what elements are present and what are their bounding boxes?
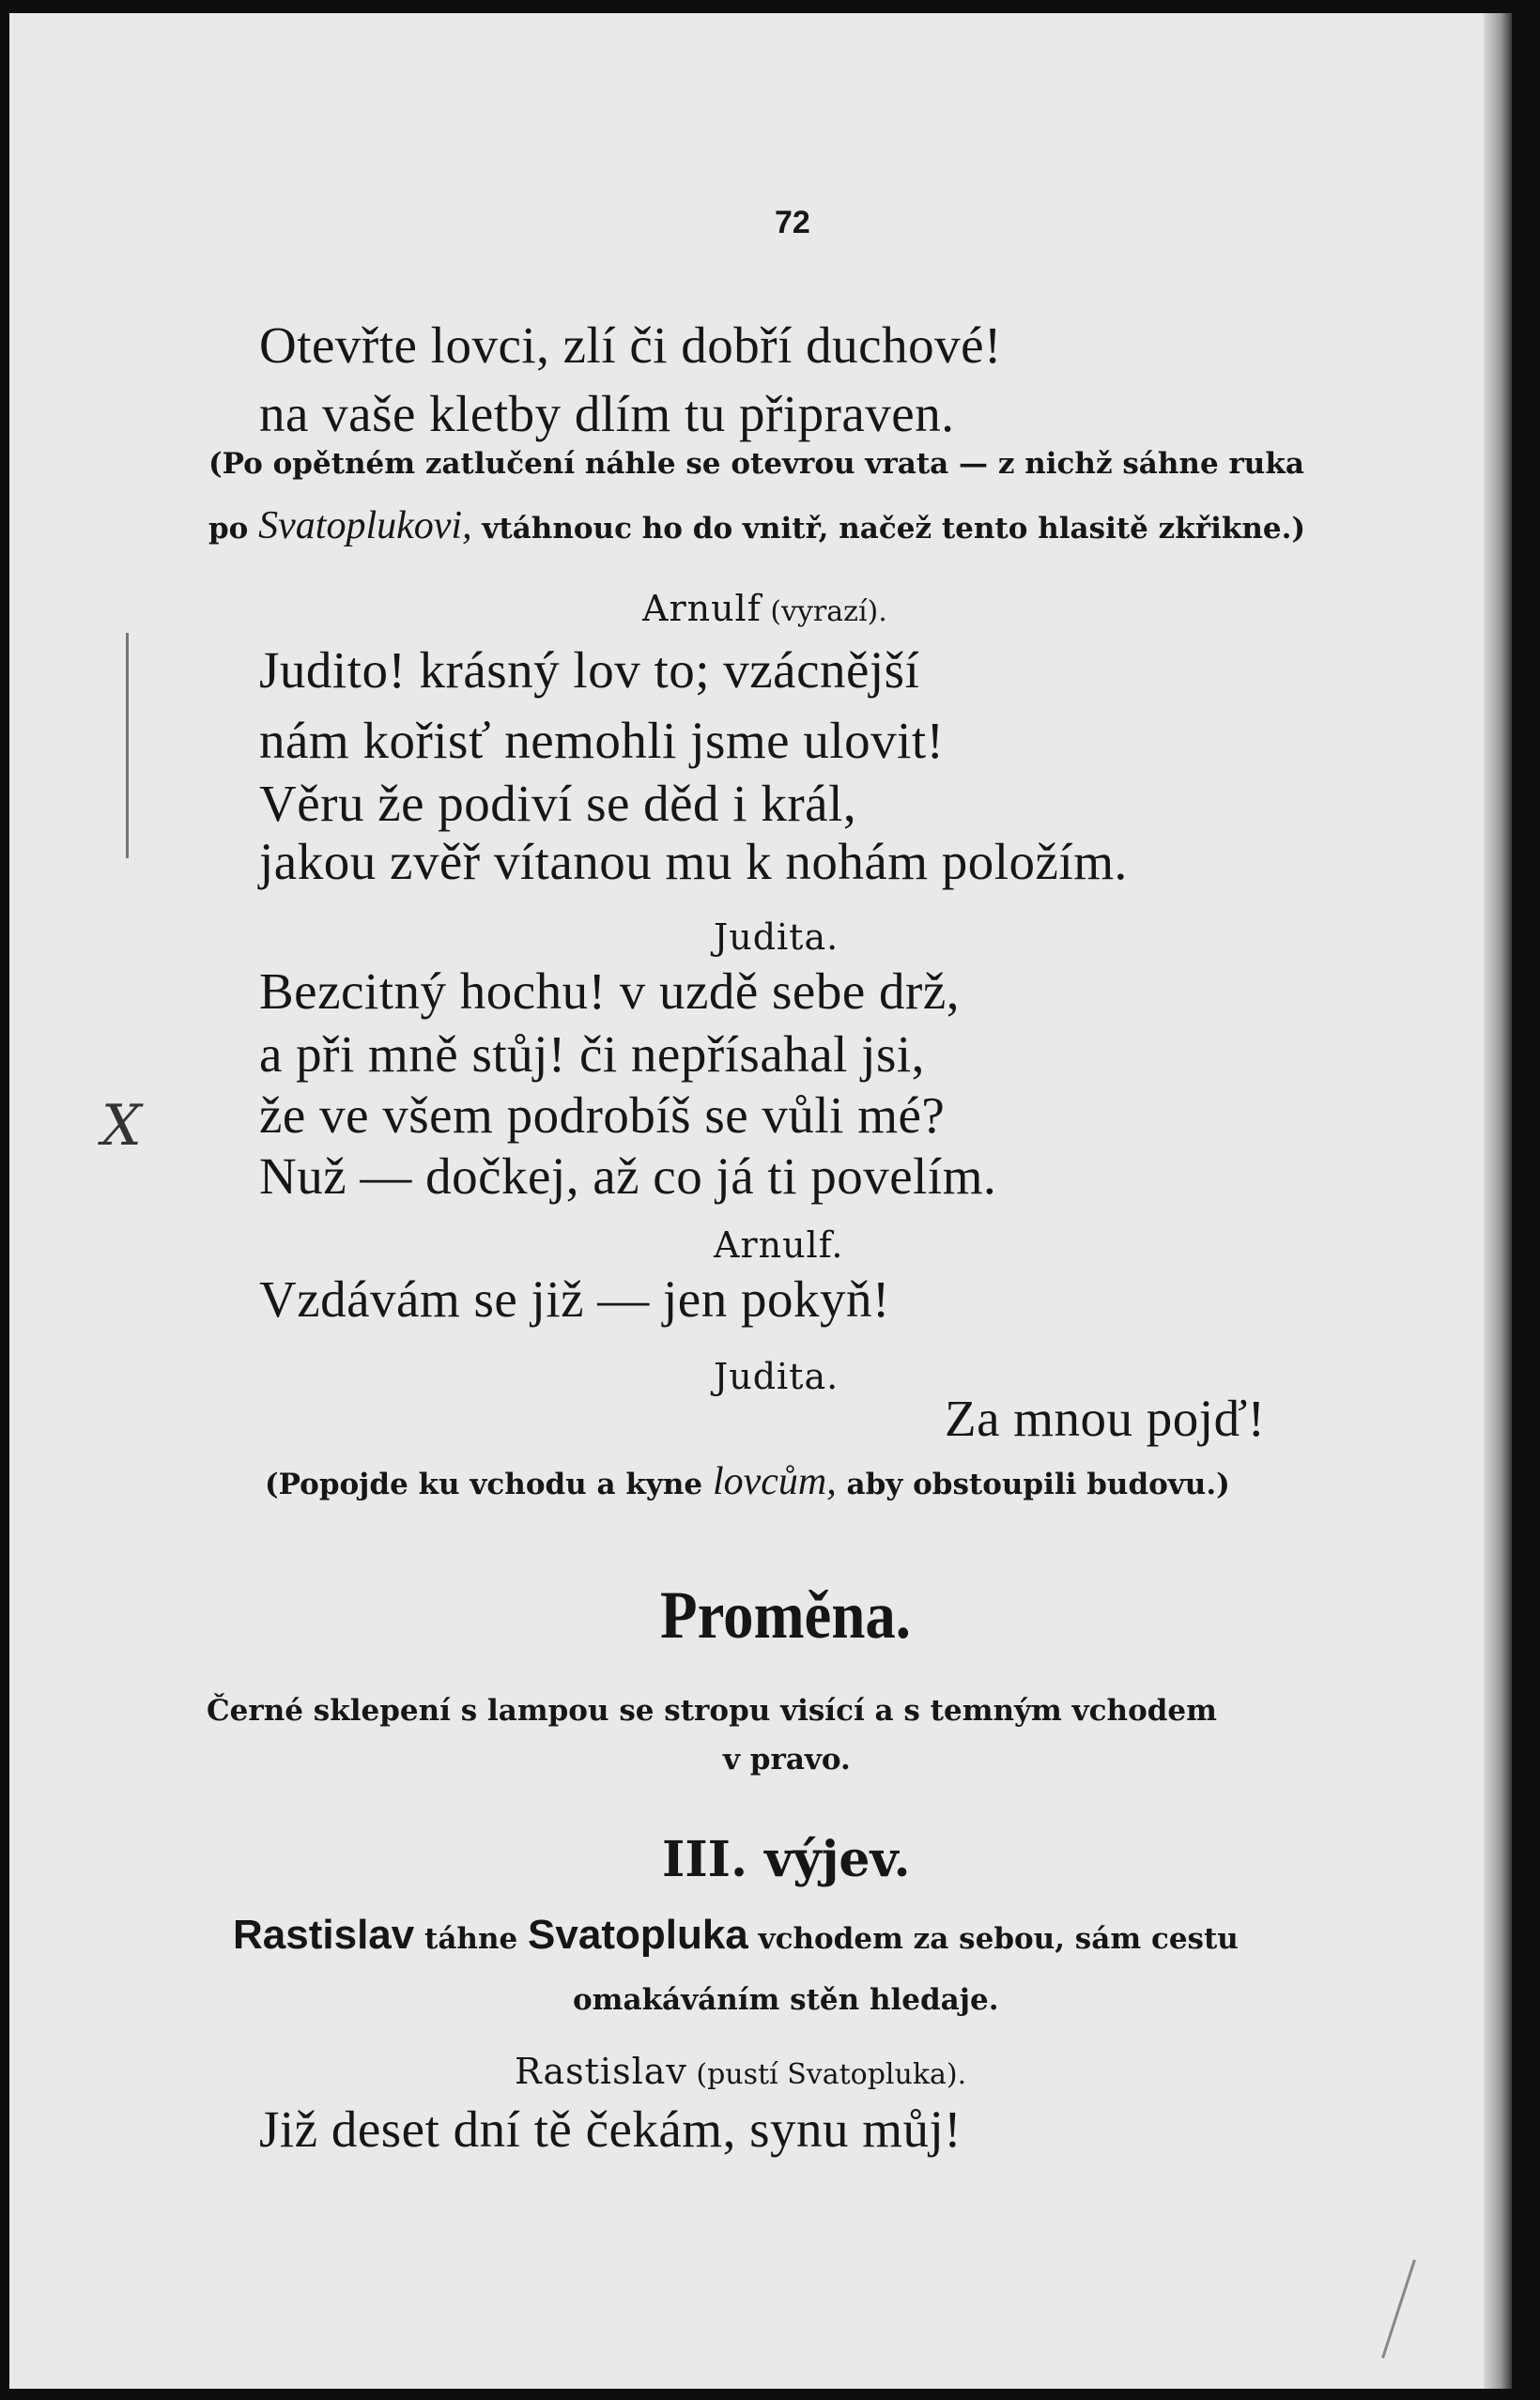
speaker-label: Judita. <box>714 916 839 958</box>
page-spine-shadow <box>1484 13 1512 2389</box>
verse-line: jakou zvěř vítanou mu k nohám položím. <box>259 833 1128 890</box>
italic-name: Svatoplukovi, <box>258 504 472 547</box>
stage-direction: (Po opětném zatlučení náhle se otevrou vrata — z nichž sáhne ruka <box>208 447 1304 481</box>
speaker-label: Arnulf (vyrazí). <box>642 588 887 629</box>
verse-line: a při mně stůj! či nepřísahal jsi, <box>259 1025 925 1083</box>
verse-line: Za mnou pojď! <box>945 1390 1266 1447</box>
margin-pencil-line <box>126 633 129 858</box>
italic-name: lovcům, <box>712 1460 837 1503</box>
margin-pencil-line <box>1381 2259 1416 2359</box>
setting-description: v pravo. <box>723 1743 851 1777</box>
character-name: Rastislav <box>233 1912 415 1958</box>
verse-line: Otevřte lovci, zlí či dobří duchové! <box>259 316 1002 374</box>
verse-line: Již deset dní tě čekám, synu můj! <box>259 2100 962 2158</box>
speaker-label: Arnulf. <box>714 1224 844 1266</box>
scene-direction: Rastislav táhne Svatopluka vchodem za sebou, sám cestu <box>233 1912 1239 1958</box>
verse-line: Judito! krásný lov to; vzácnější <box>259 641 920 699</box>
scene-direction: omakáváním stěn hledaje. <box>573 1983 999 2017</box>
verse-line: Bezcitný hochu! v uzdě sebe drž, <box>259 962 960 1020</box>
setting-description: Černé sklepení s lampou se stropu visící a s temným vchodem <box>207 1694 1217 1728</box>
verse-line: Vzdávám se již — jen pokyň! <box>259 1270 890 1328</box>
speaker-label: Judita. <box>714 1356 839 1397</box>
verse-line: Nuž — dočkej, až co já ti povelím. <box>259 1147 997 1205</box>
scene-title: III. výjev. <box>662 1831 911 1888</box>
stage-direction: (Popojde ku vchodu a kyne lovcům, aby obstoupili budovu.) <box>265 1460 1230 1503</box>
margin-mark: X <box>101 1093 142 1159</box>
page-number: 72 <box>775 205 810 240</box>
book-page <box>9 13 1512 2389</box>
change-title: Proměna. <box>660 1577 911 1653</box>
character-name: Svatopluka <box>528 1912 748 1958</box>
speaker-label: Rastislav (pustí Svatopluka). <box>515 2051 967 2092</box>
verse-line: že ve všem podrobíš se vůli mé? <box>259 1086 946 1144</box>
stage-direction: po Svatoplukovi, vtáhnouc ho do vnitř, načež tento hlasitě zkřikne.) <box>208 504 1306 547</box>
verse-line: na vaše kletby dlím tu připraven. <box>259 385 955 442</box>
verse-line: Věru že podiví se děd i král, <box>259 775 857 832</box>
verse-line: nám kořisť nemohli jsme ulovit! <box>259 712 945 769</box>
